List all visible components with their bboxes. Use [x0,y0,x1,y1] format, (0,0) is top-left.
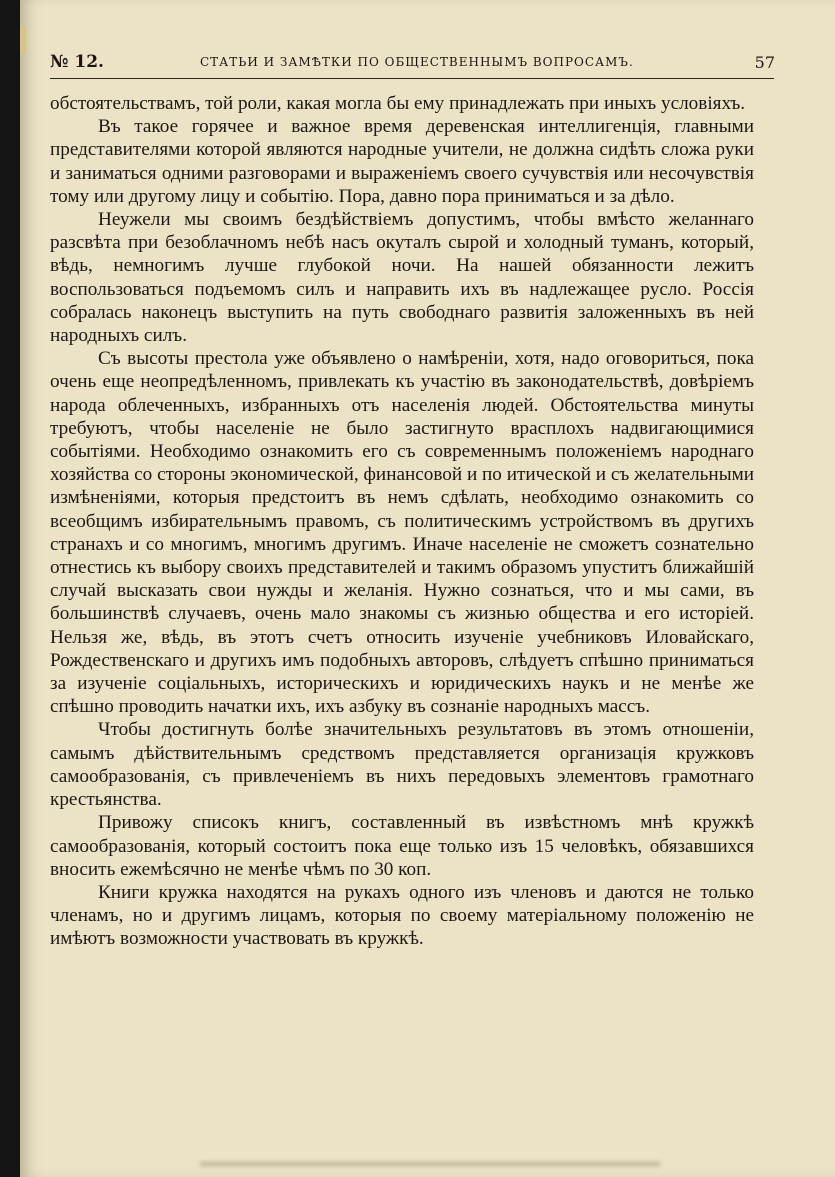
page-number: 57 [754,53,775,72]
body-text [50,92,754,951]
issue-number: № 12. [50,52,104,72]
paragraph: Привожу списокъ книгъ, составленный въ извѣстномъ мнѣ кружкѣ самообразованія, который состоитъ пока еще только изъ 15 человѣкъ, обязавшихся вносить ежемѣсячно не менѣе чѣмъ по 30 коп. [50,812,754,880]
running-header [50,48,775,78]
paragraph: Съ высоты престола уже объявлено о намѣреніи, хотя, надо оговориться, пока очень еще неопредѣленномъ, привлекать къ участію въ законодательствѣ, довѣріемъ народа облеченныхъ, избранныхъ отъ населенія людей. Обстоятельства минуты требуютъ, чтобы населеніе не было застигнуто врасплохъ надвигающимися событіями. Необходимо ознакомить его съ современнымъ положеніемъ народнаго хозяйства со стороны экономической, финансовой и по итической и съ желательными измѣненіями, которыя предстоитъ въ немъ сдѣлать, необходимо ознакомить со всеобщимъ избирательнымъ правомъ, съ политическимъ устройствомъ въ другихъ странахъ и со многимъ, многимъ другимъ. Иначе населеніе не сможетъ сознательно отнестись къ выбору своихъ представителей и такимъ образомъ упуститъ ближайшій случай высказать свои нужды и желанія. Нужно сознаться, что и мы сами, въ большинствѣ случаевъ, очень мало знакомы съ жизнью общества и его исторіей. Нельзя же, вѣдь, въ этотъ счетъ относить изученіе учебниковъ Иловайскаго, Рождественскаго и другихъ имъ подобныхъ авторовъ, слѣдуетъ спѣшно приниматься за изученіе соціальныхъ, историческихъ и юридическихъ наукъ и не менѣе же спѣшно проводить начатки ихъ, ихъ азбуку въ сознаніе народныхъ массъ. [50,348,754,718]
paragraph: Чтобы достигнуть болѣе значительныхъ результатовъ въ этомъ отношеніи, самымъ дѣйствительнымъ средствомъ представляется организація кружковъ самообразованія, съ привлеченіемъ въ нихъ передовыхъ элементовъ грамотнаго крестьянства. [50,719,754,811]
paragraph: Неужели мы своимъ бездѣйствіемъ допустимъ, чтобы вмѣсто желаннаго разсвѣта при безоблачномъ небѣ насъ окуталъ сырой и холодный туманъ, который, вѣдь, немногимъ лучше глубокой ночи. На нашей обязанности лежитъ воспользоваться подъемомъ силъ и направить ихъ въ надлежащее русло. Россія собралась наконецъ выступить на путь свободнаго развитія заложенныхъ въ ней народныхъ силъ. [50,209,754,347]
running-title: СТАТЬИ И ЗАМѢТКИ ПО ОБЩЕСТВЕННЫМЪ ВОПРОСАМЪ. [200,55,634,69]
book-page [20,0,835,1177]
paragraph: Въ такое горячее и важное время деревенская интеллигенція, главными представителями которой являются народные учители, не должна сидѣть сложа руки и заниматься одними разговорами и выраженіемъ своего сучувствія или несочувствія тому или другому лицу и событію. Пора, давно пора приниматься и за дѣло. [50,116,754,207]
bleed-through-shadow [200,1162,660,1166]
paragraph-continued: обстоятельствамъ, той роли, какая могла бы ему принадлежать при иныхъ условіяхъ. [50,93,746,114]
header-rule [50,78,774,79]
binding-edge [20,26,26,54]
paragraph: Книги кружка находятся на рукахъ одного изъ членовъ и даются не только членамъ, но и другимъ лицамъ, которыя по своему матеріальному положенію не имѣютъ возможности участвовать въ кружкѣ. [50,881,754,950]
